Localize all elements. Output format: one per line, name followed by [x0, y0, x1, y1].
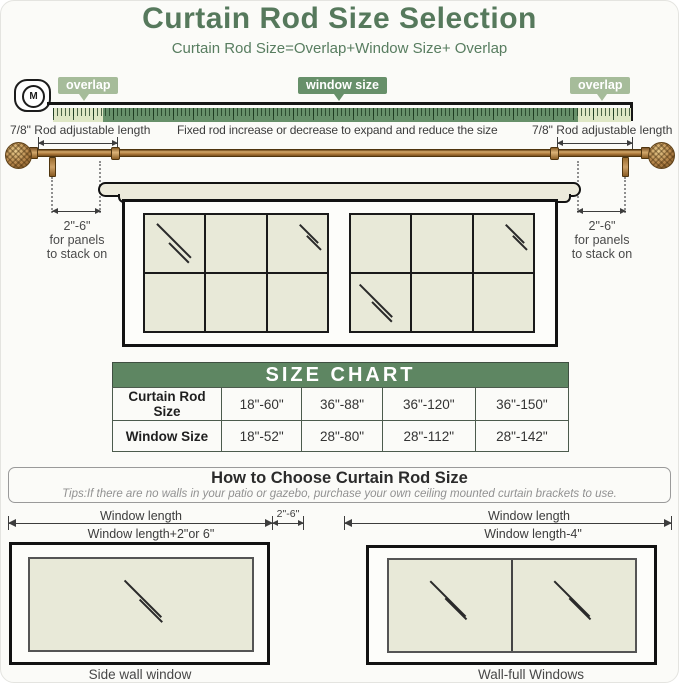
- window-pane: [206, 215, 265, 272]
- window-pane-pair: [387, 558, 637, 653]
- page-subtitle: Curtain Rod Size=Overlap+Window Size+ Overlap: [171, 40, 508, 57]
- stack-line3: to stack on: [46, 247, 108, 261]
- window-size-badge: window size: [298, 77, 387, 94]
- glass-reflection: [445, 598, 467, 620]
- window-pane: [351, 215, 410, 272]
- window-length-label-right: Window length: [488, 509, 570, 523]
- stack-line2: for panels: [49, 233, 105, 247]
- adjustable-dim-left: [38, 143, 118, 144]
- size-chart-table: [112, 387, 569, 452]
- tape-measure-icon: [14, 79, 51, 112]
- row-label: Window Size: [113, 421, 222, 452]
- rod-joint-left: [111, 147, 120, 160]
- window-pane: [513, 560, 635, 651]
- overlap-right-badge: overlap: [570, 77, 630, 94]
- gap-dim: [272, 523, 304, 524]
- page-title: Curtain Rod Size Selection: [142, 2, 537, 35]
- window-pane: [389, 560, 511, 651]
- ruler-ticks-tall: [53, 108, 631, 120]
- adjustable-length-right-label: 7/8" Rod adjustable length: [532, 123, 673, 137]
- wall-full-window-caption: Wall-full Windows: [477, 667, 585, 682]
- stack-text-right: [552, 219, 652, 261]
- size-chart-title: SIZE CHART: [112, 362, 569, 387]
- glass-reflection: [359, 284, 393, 318]
- adjustable-length-left-label: 7/8" Rod adjustable length: [10, 123, 151, 137]
- rod-bracket-left: [49, 157, 56, 177]
- window-pane: [206, 274, 265, 331]
- side-wall-window-caption: Side wall window: [88, 667, 192, 682]
- rod-joint-right: [550, 147, 559, 160]
- row-label: Curtain Rod Size: [113, 388, 222, 421]
- glass-reflection: [505, 224, 525, 244]
- window-pane: [145, 215, 204, 272]
- window-pane: [474, 274, 533, 331]
- window-size-pointer: [334, 94, 344, 101]
- window-pane: [145, 274, 204, 331]
- how-to-choose-box: [8, 467, 671, 503]
- window-length-dim-left: [8, 523, 273, 524]
- window-pane: [351, 274, 410, 331]
- table-row: [113, 421, 569, 452]
- table-cell: 28"-80": [302, 421, 382, 452]
- rod-finial-right: [648, 142, 675, 169]
- window-pane: [268, 274, 327, 331]
- glass-reflection: [371, 302, 392, 323]
- ruler-strip: [53, 108, 631, 122]
- how-to-tips: Tips:If there are no walls in your patio or gazebo, purchase your own ceiling mounted curtain brackets to use.: [62, 488, 617, 500]
- table-cell: 28"-112": [382, 421, 475, 452]
- rod-length-label-left: Window length+2"or 6": [87, 527, 215, 541]
- gap-label: 2"-6": [276, 508, 300, 520]
- glass-reflection: [156, 223, 191, 258]
- window-length-dim-right: [344, 523, 672, 524]
- window-pane: [28, 557, 254, 652]
- rod-bracket-right: [622, 157, 629, 177]
- stack-text-left: [27, 219, 127, 261]
- rod-finial-left: [5, 142, 32, 169]
- table-cell: 36"-120": [382, 388, 475, 421]
- overlap-left-badge: overlap: [58, 77, 118, 94]
- glass-reflection: [569, 598, 591, 620]
- table-cell: 28"-142": [475, 421, 568, 452]
- window-grid-left: [143, 213, 329, 333]
- glass-reflection: [139, 599, 163, 623]
- adjustable-dim-right: [557, 143, 633, 144]
- tape-measure-letter: M: [22, 85, 45, 108]
- window-pane: [412, 215, 471, 272]
- overlap-right-pointer: [597, 94, 607, 101]
- window-length-label-left: Window length: [100, 509, 182, 523]
- table-cell: 36"-88": [302, 388, 382, 421]
- how-to-title: How to Choose Curtain Rod Size: [211, 469, 468, 487]
- stack-line3: to stack on: [571, 247, 633, 261]
- stack-line2: for panels: [574, 233, 630, 247]
- window-pane: [412, 274, 471, 331]
- table-cell: 18"-60": [222, 388, 302, 421]
- window-pane: [474, 215, 533, 272]
- stack-size: 2"-6": [588, 219, 616, 233]
- window-pane: [268, 215, 327, 272]
- window-grid-right: [349, 213, 535, 333]
- overlap-left-pointer: [79, 94, 89, 101]
- glass-reflection: [124, 580, 162, 618]
- table-cell: 36"-150": [475, 388, 568, 421]
- stack-dim-right: [577, 211, 626, 212]
- size-chart: [112, 362, 569, 452]
- glass-reflection: [299, 224, 319, 244]
- fixed-rod-label: Fixed rod increase or decrease to expand and reduce the size: [177, 123, 498, 137]
- rod-length-label-right: Window length-4": [484, 527, 582, 541]
- stack-size: 2"-6": [63, 219, 91, 233]
- stack-dim-left: [52, 211, 101, 212]
- table-row: [113, 388, 569, 421]
- table-cell: 18"-52": [222, 421, 302, 452]
- tape-line: [47, 102, 633, 105]
